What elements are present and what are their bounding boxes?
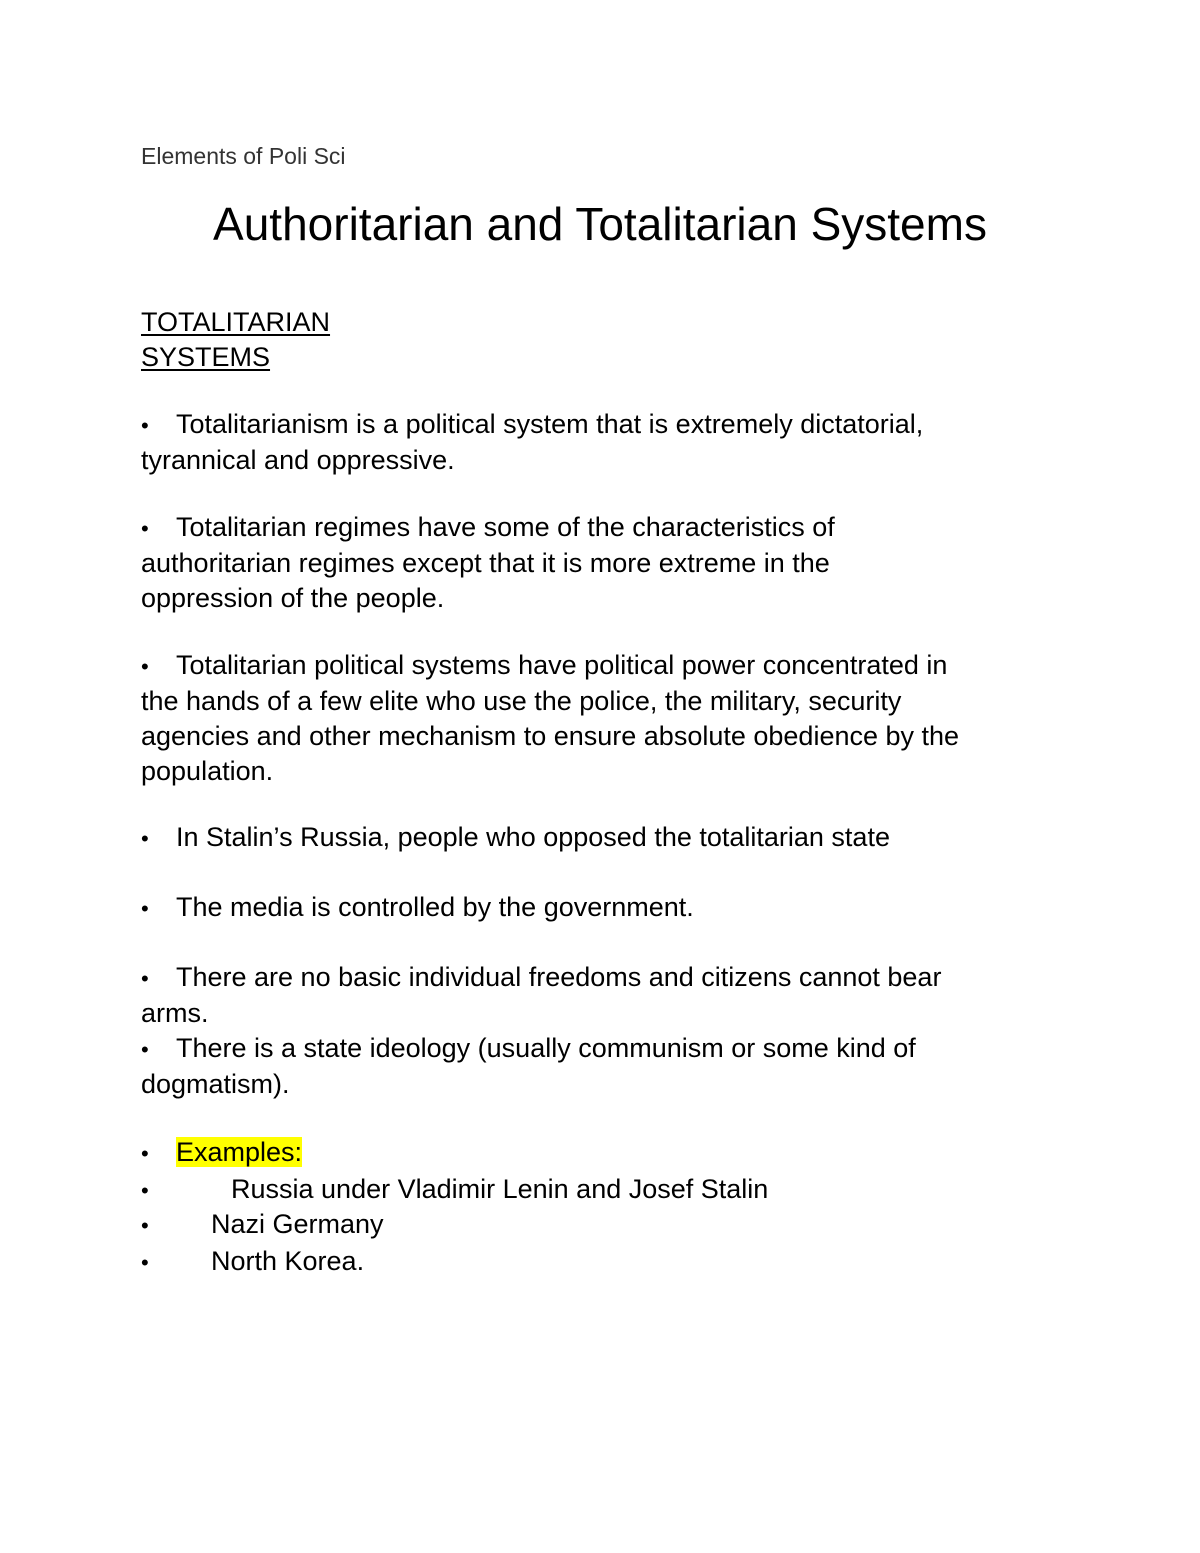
bullet-text: dogmatism). bbox=[141, 1069, 290, 1099]
example-item bbox=[141, 1244, 364, 1280]
bullet-icon: • bbox=[141, 413, 149, 438]
bullet-text: The media is controlled by the government. bbox=[176, 892, 694, 922]
bullet-text: authoritarian regimes except that it is more extreme in the bbox=[141, 548, 830, 578]
bullet-item bbox=[141, 648, 1051, 789]
example-text: North Korea. bbox=[211, 1246, 365, 1276]
page-title: Authoritarian and Totalitarian Systems bbox=[213, 198, 987, 250]
bullet-text: oppression of the people. bbox=[141, 583, 445, 613]
bullet-icon: • bbox=[141, 1178, 149, 1203]
section-heading bbox=[141, 305, 330, 375]
bullet-text: the hands of a few elite who use the police, the military, security bbox=[141, 686, 902, 716]
bullet-icon: • bbox=[141, 966, 149, 991]
bullet-item bbox=[141, 407, 1051, 478]
bullet-text: Totalitarianism is a political system that is extremely dictatorial, bbox=[176, 409, 924, 439]
section-heading-line-2: SYSTEMS bbox=[141, 342, 271, 372]
example-text: Russia under Vladimir Lenin and Josef Stalin bbox=[231, 1174, 769, 1204]
section-heading-line-1: TOTALITARIAN bbox=[141, 307, 331, 337]
example-text: Nazi Germany bbox=[211, 1209, 384, 1239]
bullet-icon: • bbox=[141, 1250, 149, 1275]
bullet-icon: • bbox=[141, 896, 149, 921]
examples-heading bbox=[141, 1135, 302, 1171]
examples-label: Examples: bbox=[176, 1137, 303, 1167]
bullet-item bbox=[141, 820, 1051, 856]
course-name: Elements of Poli Sci bbox=[141, 143, 346, 169]
bullet-text: Totalitarian political systems have political power concentrated in bbox=[176, 650, 948, 680]
bullet-text: In Stalin’s Russia, people who opposed the totalitarian state bbox=[176, 822, 890, 852]
bullet-text: arms. bbox=[141, 998, 209, 1028]
bullet-icon: • bbox=[141, 1213, 149, 1238]
bullet-item bbox=[141, 960, 1051, 1031]
bullet-item bbox=[141, 510, 1051, 616]
bullet-text: Totalitarian regimes have some of the characteristics of bbox=[176, 512, 835, 542]
bullet-icon: • bbox=[141, 516, 149, 541]
bullet-text: There are no basic individual freedoms and citizens cannot bear bbox=[176, 962, 942, 992]
bullet-text: agencies and other mechanism to ensure absolute obedience by the bbox=[141, 721, 960, 751]
bullet-text: population. bbox=[141, 756, 274, 786]
bullet-icon: • bbox=[141, 654, 149, 679]
bullet-text: There is a state ideology (usually communism or some kind of bbox=[176, 1033, 916, 1063]
example-item bbox=[141, 1172, 768, 1208]
bullet-item bbox=[141, 1031, 1051, 1102]
bullet-icon: • bbox=[141, 826, 149, 851]
bullet-icon: • bbox=[141, 1037, 149, 1062]
example-item bbox=[141, 1207, 384, 1243]
bullet-item bbox=[141, 890, 1051, 926]
bullet-text: tyrannical and oppressive. bbox=[141, 445, 455, 475]
bullet-icon: • bbox=[141, 1141, 149, 1166]
